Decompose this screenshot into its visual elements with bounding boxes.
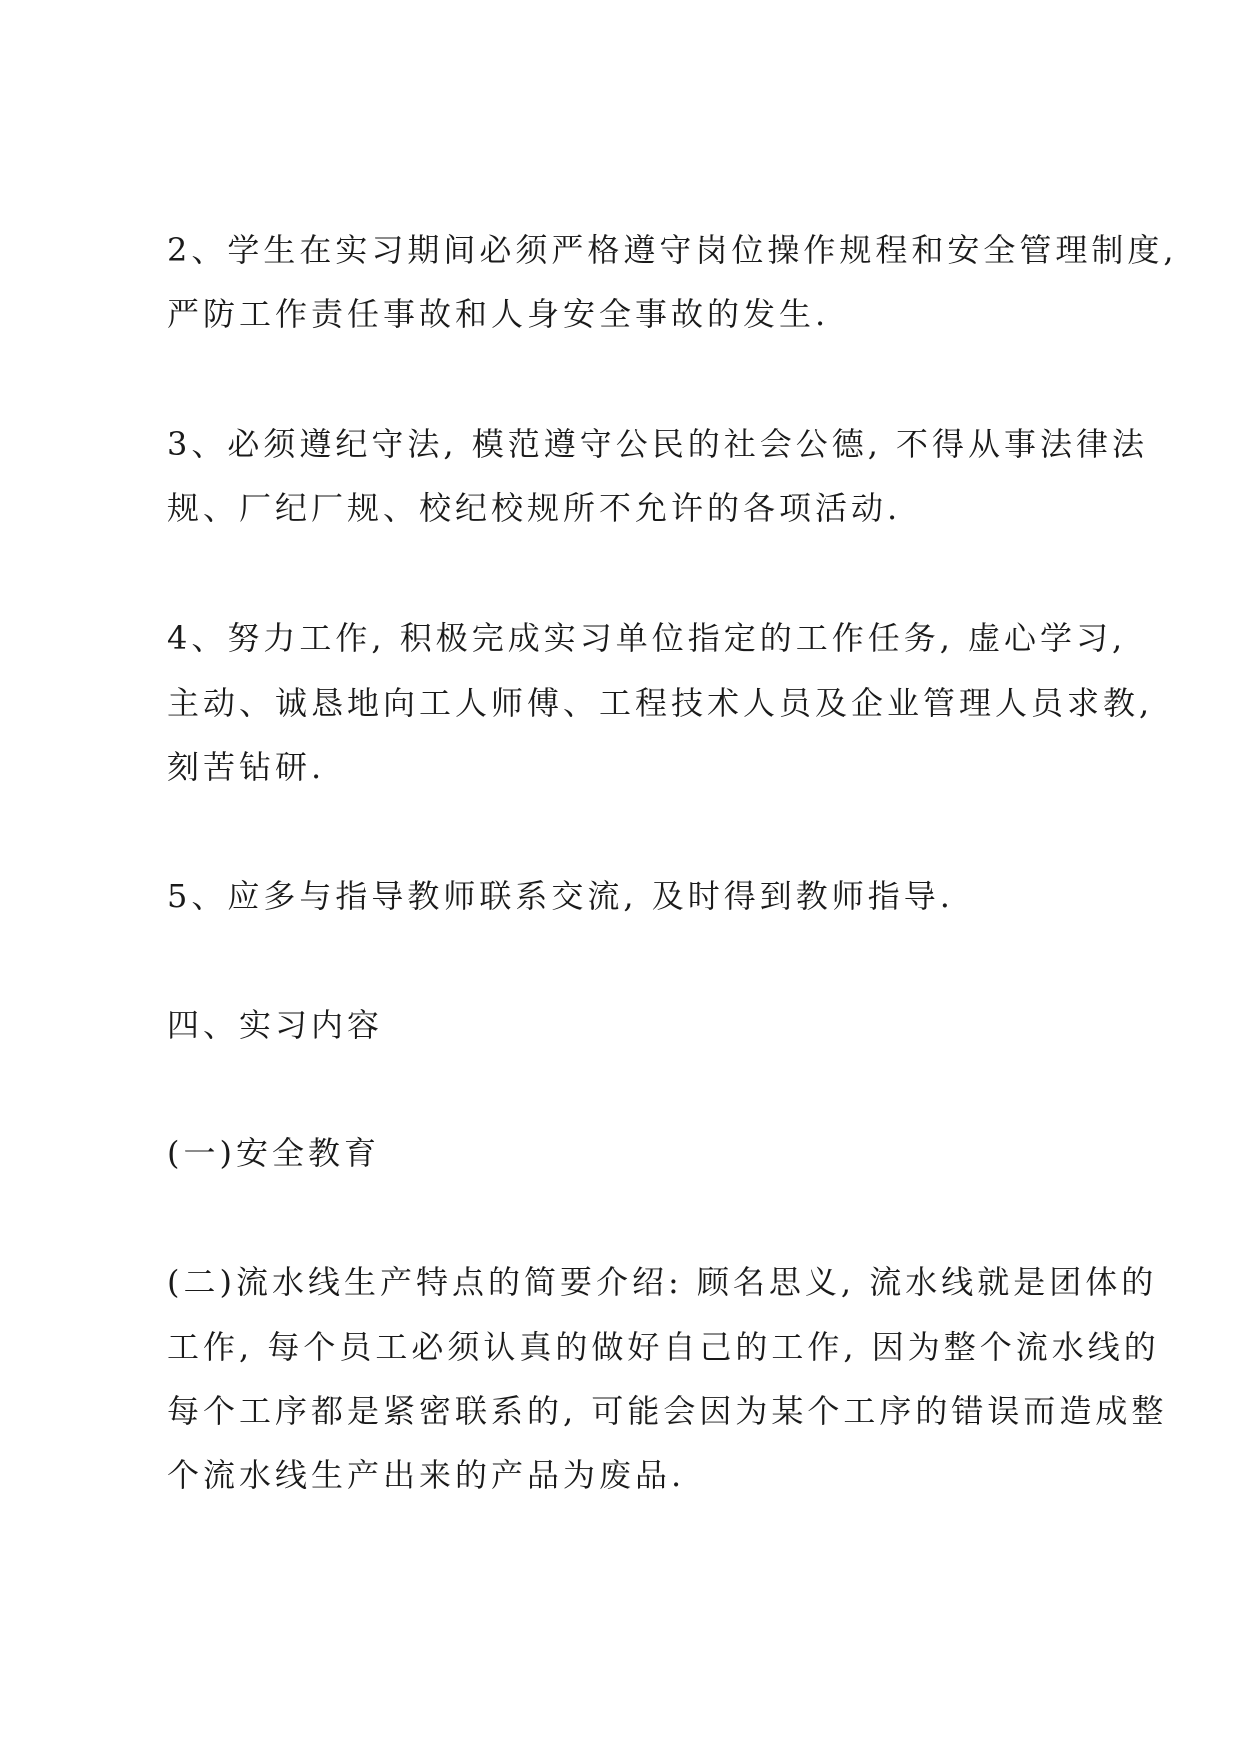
item-4-line-1: 4、努力工作, 积极完成实习单位指定的工作任务, 虚心学习, [167,619,1127,657]
item-4-line-3: 刻苦钻研. [167,748,326,786]
subsection-2-line-3: 每个工序都是紧密联系的, 可能会因为某个工序的错误而造成整 [167,1392,1168,1430]
item-5-line-1: 5、应多与指导教师联系交流, 及时得到教师指导. [167,877,954,915]
subsection-2-line-4: 个流水线生产出来的产品为废品. [167,1456,686,1494]
subsection-1-heading: (一)安全教育 [167,1134,380,1172]
section-4-heading: 四、实习内容 [167,1006,384,1044]
item-3-line-2: 规、厂纪厂规、校纪校规所不允许的各项活动. [167,489,902,527]
item-2-line-2: 严防工作责任事故和人身安全事故的发生. [167,295,830,333]
item-4-line-2: 主动、诚恳地向工人师傅、工程技术人员及企业管理人员求教, [167,684,1154,722]
subsection-2-line-1: (二)流水线生产特点的简要介绍: 顾名思义, 流水线就是团体的 [167,1263,1158,1301]
subsection-2-line-2: 工作, 每个员工必须认真的做好自己的工作, 因为整个流水线的 [167,1328,1160,1366]
item-2-line-1: 2、学生在实习期间必须严格遵守岗位操作规程和安全管理制度, [167,231,1178,269]
item-3-line-1: 3、必须遵纪守法, 模范遵守公民的社会公德, 不得从事法律法 [167,425,1149,463]
